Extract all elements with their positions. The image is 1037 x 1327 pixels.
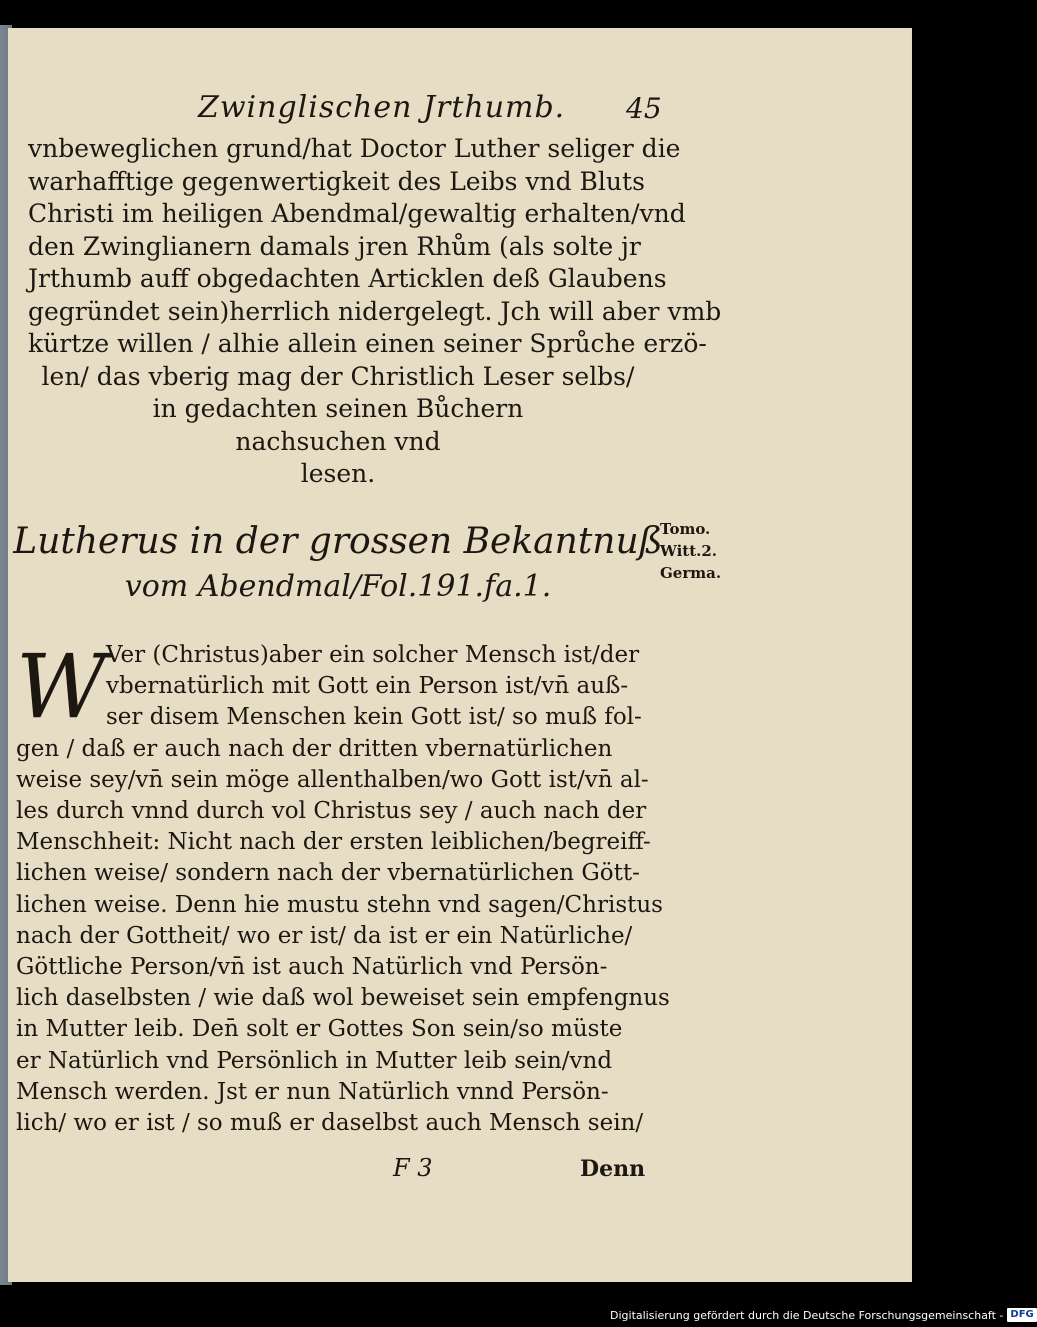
paragraph-line: vnbeweglichen grund/hat Doctor Luther seliger die	[28, 134, 681, 163]
catchword: Denn	[580, 1156, 646, 1182]
body-line: Mensch werden. Jst er nun Natürlich vnnd Persön-	[16, 1078, 609, 1105]
marginal-note-line: Germa.	[660, 564, 722, 582]
body-line: nach der Gottheit/ wo er ist/ da ist er ein Natürliche/	[16, 922, 633, 949]
paragraph-line: lesen.	[300, 459, 376, 488]
body-line: ser disem Menschen kein Gott ist/ so muß fol-	[106, 704, 642, 731]
paragraph-line: gegründet sein)herrlich nidergelegt. Jch will aber vmb	[28, 296, 722, 326]
section-heading-reference: vom Abendmal/Fol.191.fa.1.	[124, 569, 552, 604]
funding-credit	[610, 1306, 1037, 1324]
opening-paragraph	[28, 133, 722, 491]
body-line: lich/ wo er ist / so muß er daselbst auch Mensch sein/	[16, 1110, 644, 1137]
signature-mark: F 3	[393, 1154, 433, 1182]
paragraph-line: Christi im heiligen Abendmal/gewaltig erhalten/vnd	[28, 199, 686, 228]
body-line: gen / daß er auch nach der dritten vbernatürlichen	[16, 735, 613, 762]
body-line: Ver (Christus)aber ein solcher Mensch ist/der	[106, 642, 640, 668]
body-line: lichen weise. Denn hie mustu stehn vnd sagen/Christus	[16, 891, 663, 918]
body-line: les durch vnnd durch vol Christus sey / auch nach der	[16, 798, 647, 825]
marginal-note	[660, 518, 721, 584]
dfg-logo: DFG	[1007, 1308, 1036, 1322]
body-line: weise sey/vn̄ sein möge allenthalben/wo Gott ist/vn̄ al-	[16, 766, 649, 793]
section-heading-title: Lutherus in der grossen Bekantnuß	[13, 521, 663, 562]
decorated-initial: W	[16, 635, 107, 738]
quotation-body	[16, 635, 670, 1139]
marginal-note-line: Witt.2.	[660, 542, 718, 560]
body-line: lichen weise/ sondern nach der vbernatürlichen Gött-	[16, 860, 640, 887]
running-head	[8, 90, 910, 134]
page-number: 45	[626, 92, 662, 125]
body-line: vbernatürlich mit Gott ein Person ist/vn̄ auß-	[106, 673, 629, 700]
body-line: lich daselbsten / wie daß wol beweiset sein empfengnus	[16, 985, 670, 1012]
paragraph-line: warhafftige gegenwertigkeit des Leibs vnd Bluts	[28, 166, 645, 196]
paragraph-line: in gedachten seinen Bůchern	[152, 394, 524, 423]
body-line: Menschheit: Nicht nach der ersten leiblichen/begreiff-	[16, 829, 651, 856]
body-line: er Natürlich vnd Persönlich in Mutter leib sein/vnd	[16, 1047, 613, 1074]
scanned-page	[8, 28, 912, 1282]
paragraph-line: len/ das vberig mag der Christlich Leser selbs/	[41, 361, 635, 391]
paragraph-line: kürtze willen / alhie allein einen seiner Sprůche erzö-	[28, 329, 707, 358]
running-head-title: Zwinglischen Jrthumb.	[198, 90, 566, 125]
body-line: in Mutter leib. Den̄ solt er Gottes Son sein/so müste	[16, 1016, 623, 1043]
funding-credit-text: Digitalisierung gefördert durch die Deutsche Forschungsgemeinschaft -	[610, 1308, 1004, 1322]
paragraph-line: den Zwinglianern damals jren Rhům (als solte jr	[28, 231, 641, 261]
section-heading	[8, 518, 668, 608]
paragraph-line: Jrthumb auff obgedachten Articklen deß Glaubens	[28, 264, 667, 293]
body-line: Göttliche Person/vn̄ ist auch Natürlich vnd Persön-	[16, 954, 608, 981]
marginal-note-line: Tomo.	[660, 520, 711, 538]
paragraph-line: nachsuchen vnd	[235, 426, 441, 456]
